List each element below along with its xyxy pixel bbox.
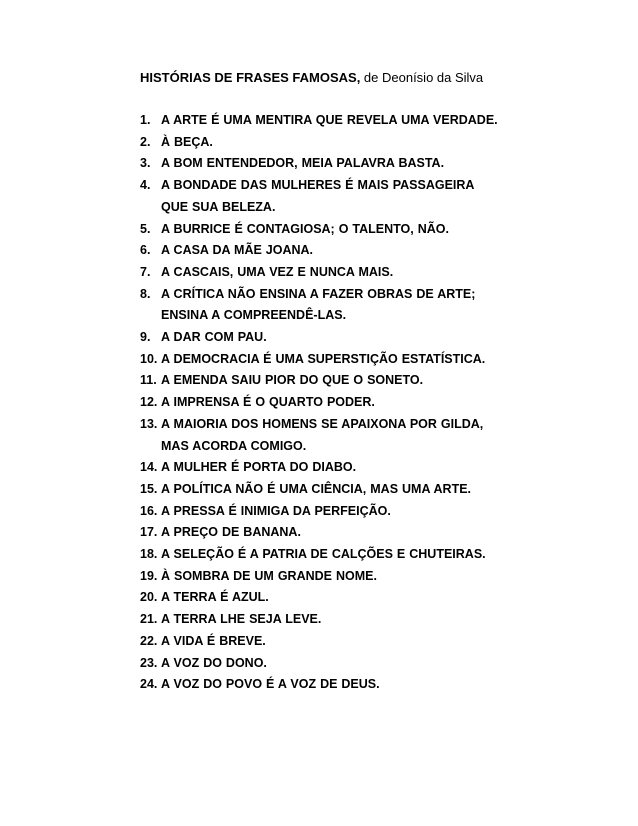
list-item-text [161, 631, 266, 653]
list-item-number: 11. [140, 373, 157, 388]
list-item-text [161, 566, 377, 588]
list-item-line: A MAIORIA DOS HOMENS SE APAIXONA POR GILDA, [161, 416, 484, 431]
list-item-line: A BURRICE É CONTAGIOSA; O TALENTO, NÃO. [161, 221, 449, 236]
list-item-line: A TERRA É AZUL. [161, 590, 269, 605]
list-item-number: 17. [140, 525, 158, 540]
list-item-line: MAS ACORDA COMIGO. [161, 438, 307, 453]
list-item-text [161, 370, 423, 392]
phrase-list [140, 110, 600, 696]
list-item-line: A BONDADE DAS MULHERES É MAIS PASSAGEIRA [161, 178, 475, 193]
list-item-number: 19. [140, 568, 158, 583]
list-item-number: 8. [140, 286, 151, 301]
list-item-text [161, 587, 269, 609]
list-item [140, 414, 600, 457]
list-item-text [161, 609, 321, 631]
list-item-number: 18. [140, 547, 158, 562]
list-item-line: A VIDA É BREVE. [161, 633, 266, 648]
list-item-line: A MULHER É PORTA DO DIABO. [161, 460, 357, 475]
list-item [140, 132, 600, 154]
list-item [140, 262, 600, 284]
list-item-line: A EMENDA SAIU PIOR DO QUE O SONETO. [161, 373, 424, 388]
list-item-number: 16. [140, 503, 158, 518]
list-item-text [161, 414, 483, 457]
list-item-line: A VOZ DO DONO. [161, 655, 267, 670]
list-item-text [161, 522, 301, 544]
list-item [140, 522, 600, 544]
list-item-line: A CASCAIS, UMA VEZ E NUNCA MAIS. [161, 264, 394, 279]
list-item-line: A SELEÇÃO É A PATRIA DE CALÇÕES E CHUTEIRAS. [161, 547, 486, 562]
list-item-line: ENSINA A COMPREENDÊ-LAS. [161, 308, 347, 323]
list-item [140, 370, 600, 392]
list-item-line: A CASA DA MÃE JOANA. [161, 243, 314, 258]
list-item-text [161, 349, 485, 371]
list-item-number: 9. [140, 330, 151, 345]
list-item-number: 7. [140, 264, 151, 279]
list-item-line: A ARTE É UMA MENTIRA QUE REVELA UMA VERDADE. [161, 113, 498, 127]
list-item-number: 3. [140, 156, 151, 171]
list-item-text [161, 327, 267, 349]
list-item-line: QUE SUA BELEZA. [161, 199, 276, 214]
list-item-text [161, 544, 486, 566]
list-item-line: A VOZ DO POVO É A VOZ DE DEUS. [161, 677, 380, 692]
list-item-text [161, 110, 498, 132]
list-item-line: À SOMBRA DE UM GRANDE NOME. [161, 568, 377, 583]
list-item-text [161, 175, 474, 218]
list-item-number: 24. [140, 677, 158, 692]
list-item [140, 175, 600, 218]
list-item-text [161, 457, 356, 479]
list-item [140, 240, 600, 262]
list-item [140, 349, 600, 371]
list-item-line: A CRÍTICA NÃO ENSINA A FAZER OBRAS DE ARTE; [161, 286, 476, 301]
document-title [140, 70, 483, 86]
list-item [140, 457, 600, 479]
list-item-text [161, 653, 267, 675]
list-item-line: A DEMOCRACIA É UMA SUPERSTIÇÃO ESTATÍSTICA. [161, 351, 486, 366]
list-item [140, 479, 600, 501]
list-item-number: 2. [140, 134, 151, 149]
list-item-line: A PREÇO DE BANANA. [161, 525, 301, 540]
list-item [140, 327, 600, 349]
list-item-number: 12. [140, 395, 158, 410]
list-item-text [161, 132, 213, 154]
list-item-text [161, 674, 380, 696]
list-item-text [161, 479, 471, 501]
list-item-line: A POLÍTICA NÃO É UMA CIÊNCIA, MAS UMA ARTE. [161, 481, 472, 496]
list-item-number: 4. [140, 178, 151, 193]
list-item [140, 284, 600, 327]
list-item [140, 219, 600, 241]
list-item-line: A IMPRENSA É O QUARTO PODER. [161, 395, 375, 410]
list-item-number: 14. [140, 460, 158, 475]
list-item-number: 15. [140, 481, 158, 496]
list-item-text [161, 153, 444, 175]
list-item-number: 21. [140, 612, 158, 627]
list-item [140, 631, 600, 653]
list-item [140, 674, 600, 696]
document-title-main: HISTÓRIAS DE FRASES FAMOSAS, [140, 70, 361, 85]
list-item-text [161, 392, 375, 414]
list-item-line: A DAR COM PAU. [161, 330, 267, 345]
list-item-text [161, 219, 449, 241]
list-item-number: 23. [140, 655, 158, 670]
list-item-number: 13. [140, 416, 158, 431]
list-item-number: 6. [140, 243, 151, 258]
list-item-number: 5. [140, 221, 151, 236]
list-item-text [161, 284, 475, 327]
document-title-author: de Deonísio da Silva [360, 70, 484, 85]
list-item-number: 10. [140, 351, 158, 366]
list-item [140, 653, 600, 675]
list-item-text [161, 262, 393, 284]
list-item-number: 22. [140, 633, 158, 648]
list-item-line: À BEÇA. [161, 134, 213, 149]
list-item [140, 566, 600, 588]
list-item-line: A PRESSA É INIMIGA DA PERFEIÇÃO. [161, 503, 391, 518]
list-item-text [161, 240, 313, 262]
list-item [140, 153, 600, 175]
list-item [140, 544, 600, 566]
list-item-line: A TERRA LHE SEJA LEVE. [161, 612, 322, 627]
list-item-number: 1. [140, 113, 151, 127]
list-item-line: A BOM ENTENDEDOR, MEIA PALAVRA BASTA. [161, 156, 445, 171]
list-item [140, 609, 600, 631]
list-item [140, 392, 600, 414]
list-item-text [161, 501, 391, 523]
list-item [140, 110, 600, 132]
list-item [140, 587, 600, 609]
list-item-number: 20. [140, 590, 158, 605]
list-item [140, 501, 600, 523]
